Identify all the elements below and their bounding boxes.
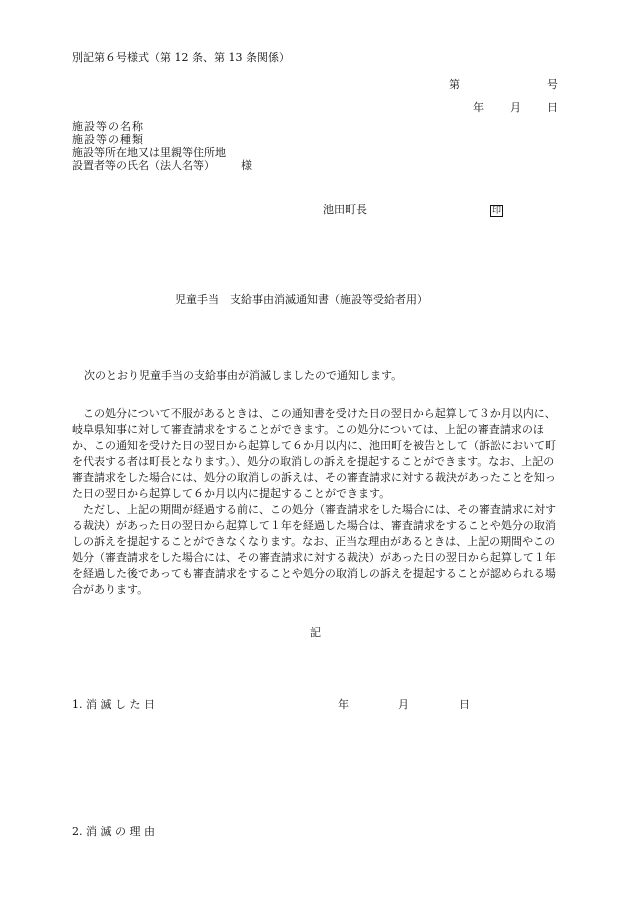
facility-address-label: 施設等所在地又は里親等住所地	[72, 146, 226, 159]
date-year: 年	[473, 101, 484, 114]
item1-year: 年	[338, 698, 349, 711]
appeal-paragraph-2: ただし、上記の期間が経過する前に、この処分（審査請求をした場合には、その審査請求に対する裁決）があった日の翌日から起算して１年を経過した場合は、審査請求をすることや処分の取消しの訴えを提起することができなくなります。なお、正当な理由があるときは、上記の期間やこの処分（審査請求をした場合には、その審査請求に対する裁決）があった日の翌日から起算して１年を経過した後であっても審査請求をすることや処分の取消しの訴えを提起することが認められる場合があります。	[72, 503, 556, 596]
seal-mark: 印	[492, 206, 502, 216]
item1-month: 月	[398, 698, 409, 711]
issuer-mayor: 池田町長	[323, 203, 367, 216]
founder-name-label: 設置者等の氏名（法人名等）	[72, 159, 215, 172]
number-prefix: 第	[449, 78, 460, 91]
form-label: 別記第６号様式（第 12 条、第 13 条関係）	[72, 51, 290, 64]
notice-text: 次のとおり児童手当の支給事由が消滅しましたので通知します。	[84, 369, 403, 382]
item1-day: 日	[459, 698, 470, 711]
appeal-section	[72, 406, 556, 598]
date-month: 月	[510, 101, 521, 114]
facility-name-label: 施設等の名称	[72, 120, 144, 133]
facility-type-label: 施設等の種類	[72, 133, 144, 146]
date-day: 日	[547, 101, 558, 114]
ki-marker: 記	[310, 626, 321, 639]
document-title: 児童手当 支給事由消滅通知書（施設等受給者用）	[175, 293, 428, 306]
item1-label: 1. 消 滅 し た 日	[72, 698, 155, 711]
honorific: 様	[241, 159, 252, 172]
official-seal	[490, 203, 503, 217]
item2-label: 2. 消 滅 の 理 由	[72, 825, 155, 838]
appeal-paragraph-1: この処分について不服があるときは、この通知書を受けた日の翌日から起算して３か月以内に、岐阜県知事に対して審査請求をすることができます。この処分については、上記の審査請求のほか、この通知を受けた日の翌日から起算して６か月以内に、池田町を被告として（訴訟において町を代表する者は町長となります。）、処分の取消しの訴えを提起することができます。なお、上記の審査請求をした場合には、処分の取消しの訴えは、その審査請求に対する裁決があったことを知った日の翌日から起算して６か月以内に提起することができます。	[72, 407, 556, 500]
number-suffix: 号	[547, 78, 558, 91]
